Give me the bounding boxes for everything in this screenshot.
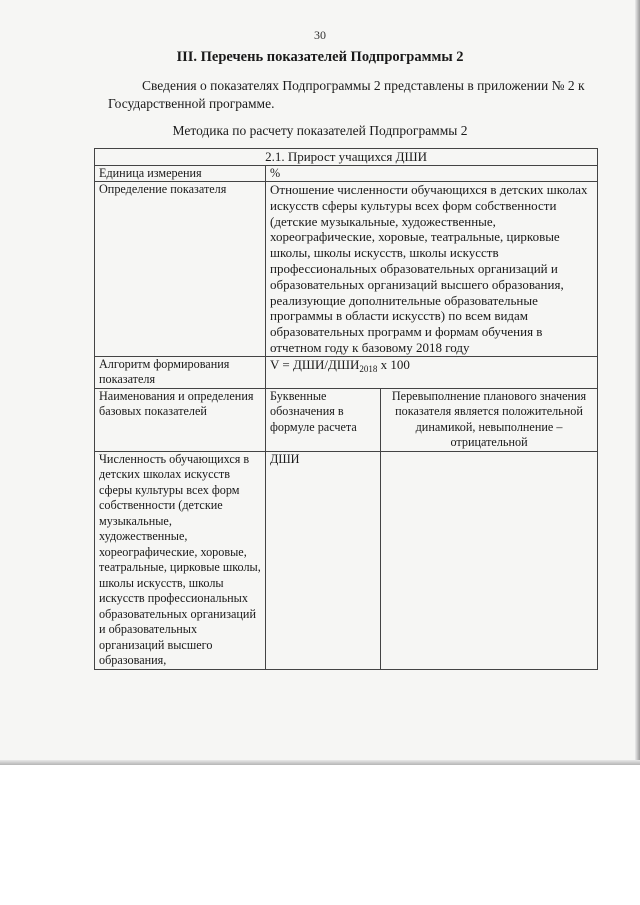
base-indicator-note [381, 451, 598, 669]
base-indicator-symbol: ДШИ [266, 451, 381, 669]
base-name-header: Наименования и определения базовых показателей [95, 388, 266, 451]
methodology-title: Методика по расчету показателей Подпрограммы 2 [172, 123, 468, 138]
definition-value: Отношение численности обучающихся в детских школах искусств сферы культуры всех форм собственности (детские музыкальные, художественные, хореографические, хоровые, театральные, цирковые школы, школы искусств, школы искусств профессиональных образовательных организаций и образовательных организаций высшего образования, реализующие дополнительные образовательные программы в области искусств) по всем видам образовательных программ и формам обучения в отчетном году к базовому 2018 году [266, 182, 598, 357]
base-note-header: Перевыполнение планового значения показателя является положительной динамикой, невыполнение – отрицательной [381, 388, 598, 451]
formula [266, 356, 598, 388]
table-row [95, 451, 598, 669]
base-symbol-header: Буквенные обозначения в формуле расчета [266, 388, 381, 451]
indicator-table [94, 148, 598, 670]
page-number: 30 [314, 28, 326, 42]
formula-subscript: 2018 [359, 363, 378, 374]
scan-edge-shadow-bottom [0, 760, 640, 765]
intro-paragraph: Сведения о показателях Подпрограммы 2 представлены в приложении № 2 к Государственной программе. [108, 78, 585, 111]
scan-edge-shadow [635, 0, 640, 765]
section-title: III. Перечень показателей Подпрограммы 2 [176, 49, 464, 65]
unit-value: % [266, 165, 598, 182]
formula-tail: x 100 [377, 356, 410, 372]
algorithm-label: Алгоритм формирования показателя [95, 356, 266, 388]
algorithm-row [95, 356, 598, 388]
definition-label: Определение показателя [95, 182, 266, 357]
unit-label: Единица измерения [95, 165, 266, 182]
base-indicator-name: Численность обучающихся в детских школах искусств сферы культуры всех форм собственности (детские музыкальные, художественные, хореографические, хоровые, театральные, цирковые школы, школы искусств, школы искусств профессиональных образовательных организаций и образовательных организаций высшего образования, [95, 451, 266, 669]
definition-row [95, 182, 598, 357]
table-title-row [95, 149, 598, 166]
formula-main: V = ДШИ/ДШИ [270, 356, 360, 372]
unit-row [95, 165, 598, 182]
indicator-title: 2.1. Прирост учащихся ДШИ [95, 149, 598, 166]
base-header-row [95, 388, 598, 451]
